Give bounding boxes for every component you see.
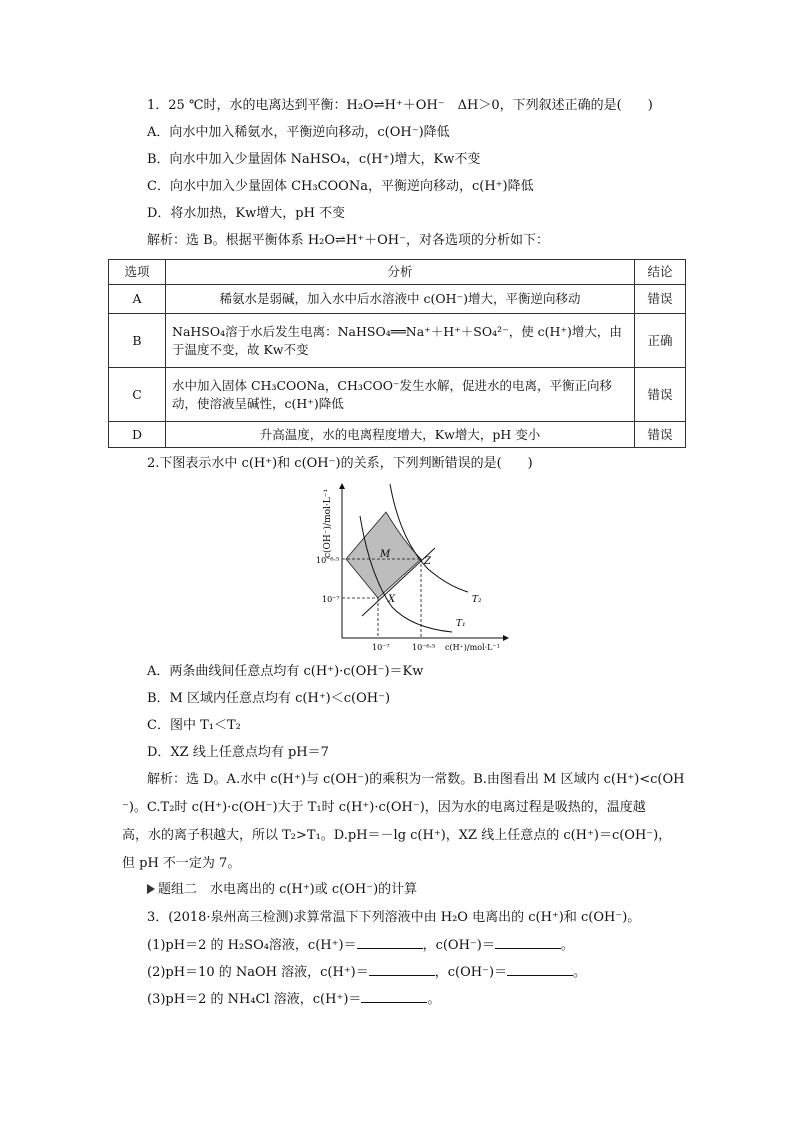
row-verdict: 错误	[635, 368, 686, 422]
q3-part1-text-a: (1)pH＝2 的 H₂SO₄溶液，c(H⁺)＝	[147, 938, 357, 953]
x-axis-label: c(H⁺)/mol·L⁻¹	[445, 643, 500, 652]
q1-option-b: B．向水中加入少量固体 NaHSO₄，c(H⁺)增大，Kw不变	[147, 152, 481, 167]
q3-part2	[147, 963, 586, 982]
q2-analysis-line4: 但 pH 不一定为 7。	[122, 856, 241, 871]
q2-analysis-line2: ⁻)。C.T₂时 c(H⁺)·c(OH⁻)大于 T₁时 c(H⁺)·c(OH⁻)，因为水的电离过程是吸热的，温度越	[122, 800, 646, 815]
q1-stem: 1．25 ℃时，水的电离达到平衡：H₂O⇌H⁺＋OH⁻ ΔH＞0，下列叙述正确的是( )	[147, 98, 653, 113]
row-analysis: 升高温度，水的电离程度增大，Kw增大，pH 变小	[166, 422, 635, 448]
triangle-marker-icon	[147, 884, 155, 894]
q2-option-a: A．两条曲线间任意点均有 c(H⁺)·c(OH⁻)＝Kw	[147, 664, 424, 679]
row-analysis: 稀氨水是弱碱，加入水中后水溶液中 c(OH⁻)增大，平衡逆向移动	[166, 285, 635, 314]
q1-option-d: D．将水加热，Kw增大，pH 不变	[147, 206, 346, 221]
label-m: M	[380, 549, 391, 560]
q1-analysis-intro: 解析：选 B。根据平衡体系 H₂O⇌H⁺＋OH⁻，对各选项的分析如下：	[147, 233, 549, 248]
q2-option-d: D．XZ 线上任意点均有 pH＝7	[147, 745, 329, 760]
row-verdict: 错误	[635, 422, 686, 448]
table-header-row	[109, 260, 686, 285]
y-tick-7: 10⁻⁷	[322, 595, 340, 604]
answer-blank[interactable]	[369, 963, 435, 976]
header-verdict: 结论	[635, 260, 686, 285]
row-verdict: 错误	[635, 285, 686, 314]
q2-analysis-line3: 高，水的离子积越大，所以 T₂>T₁。D.pH＝－lg c(H⁺)，XZ 线上任意点的 c(H⁺)＝c(OH⁻)，	[122, 828, 672, 843]
header-option: 选项	[109, 260, 166, 285]
label-x: X	[388, 594, 396, 605]
q3-part2-text-b: ，c(OH⁻)＝	[434, 965, 508, 980]
y-axis-label: c(OH⁻)/mol·L⁻¹	[323, 488, 333, 558]
q2-option-c: C．图中 T₁＜T₂	[147, 718, 241, 733]
q3-stem: 3．(2018·泉州高三检测)求算常温下下列溶液中由 H₂O 电离出的 c(H⁺)和 c(OH⁻)。	[147, 910, 641, 925]
table-row	[109, 314, 686, 368]
q3-part1-text-b: ，c(OH⁻)＝	[422, 938, 495, 953]
answer-blank[interactable]	[495, 936, 561, 949]
q3-part3-text-a: (3)pH＝2 的 NH₄Cl 溶液，c(H⁺)＝	[147, 992, 362, 1007]
analysis-table	[108, 259, 686, 448]
label-z: Z	[424, 556, 431, 567]
q1-option-c: C．向水中加入少量固体 CH₃COONa，平衡逆向移动，c(H⁺)降低	[147, 179, 534, 194]
period: 。	[573, 965, 587, 980]
x-tick-6-5: 10⁻⁶·⁵	[412, 643, 436, 652]
row-option: B	[109, 314, 166, 368]
group2-heading	[147, 881, 417, 899]
y-tick-6-5: 10⁻⁶·⁵	[316, 556, 340, 565]
period: 。	[427, 992, 441, 1007]
answer-blank[interactable]	[357, 936, 423, 949]
row-option: A	[109, 285, 166, 314]
label-t2: T₂	[472, 595, 482, 605]
x-tick-7: 10⁻⁷	[372, 643, 390, 652]
table-row	[109, 368, 686, 422]
table-row	[109, 422, 686, 448]
row-verdict: 正确	[635, 314, 686, 368]
row-analysis: NaHSO₄溶于水后发生电离：NaHSO₄══Na⁺＋H⁺＋SO₄²⁻，使 c(H⁺)增大，由于温度不变，故 Kw不变	[166, 314, 635, 368]
row-analysis: 水中加入固体 CH₃COONa，CH₃COO⁻发生水解，促进水的电离，平衡正向移动，使溶液呈碱性，c(H⁺)降低	[166, 368, 635, 422]
row-option: D	[109, 422, 166, 448]
label-t1: T₁	[456, 619, 466, 629]
q2-analysis-line1: 解析：选 D。A.水中 c(H⁺)与 c(OH⁻)的乘积为一常数。B.由图看出 M 区域内 c(H⁺)<c(OH	[147, 772, 685, 787]
period: 。	[560, 938, 574, 953]
group2-title: 题组二 水电离出的 c(H⁺)或 c(OH⁻)的计算	[158, 882, 418, 897]
q3-part3	[147, 990, 440, 1009]
ion-product-graph	[300, 478, 520, 656]
q1-option-a: A．向水中加入稀氨水，平衡逆向移动，c(OH⁻)降低	[147, 125, 450, 140]
header-analysis: 分析	[166, 260, 635, 285]
row-option: C	[109, 368, 166, 422]
q3-part1	[147, 936, 574, 955]
q3-part2-text-a: (2)pH＝10 的 NaOH 溶液，c(H⁺)＝	[147, 965, 369, 980]
q2-stem: 2.下图表示水中 c(H⁺)和 c(OH⁻)的关系，下列判断错误的是( )	[147, 456, 533, 471]
answer-blank[interactable]	[361, 990, 427, 1003]
table-row	[109, 285, 686, 314]
q2-option-b: B．M 区域内任意点均有 c(H⁺)＜c(OH⁻)	[147, 691, 391, 706]
answer-blank[interactable]	[507, 963, 573, 976]
